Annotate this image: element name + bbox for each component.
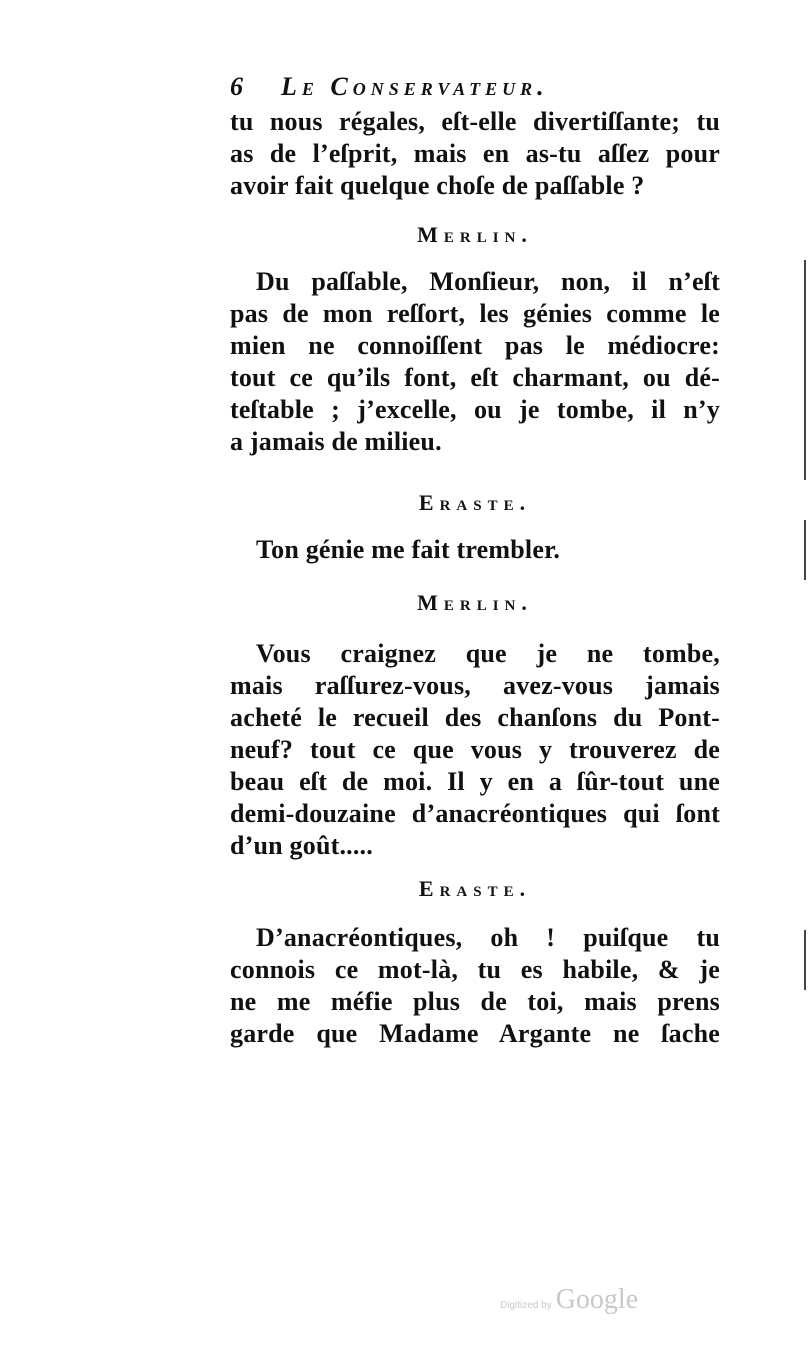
text-line: neuf? tout ce que vous y trouverez de [230, 735, 720, 764]
speaker-name: Merlin. [417, 590, 533, 615]
text-line: teſtable ; j’excelle, ou je tombe, il n’y [230, 395, 720, 424]
speaker-name: Eraste. [418, 490, 532, 515]
text-line: a jamais de milieu. [230, 427, 442, 456]
watermark-prefix: Digitized by [500, 1300, 552, 1311]
text-line: D’anacréontiques, oh ! puiſque tu [256, 923, 720, 952]
page-edge-shadow [804, 260, 806, 480]
text-line: demi-douzaine d’anacréontiques qui ſont [230, 799, 720, 828]
page-edge-shadow [804, 930, 806, 990]
watermark-brand: Google [555, 1284, 639, 1315]
speaker-name: Merlin. [417, 222, 533, 247]
digitized-watermark [500, 1284, 638, 1316]
text-line: avoir fait quelque choſe de paſſable ? [230, 171, 645, 200]
text-line: garde que Madame Argante ne ſache [230, 1019, 720, 1048]
running-title: Le Conservateur. [281, 72, 549, 101]
running-header [230, 72, 549, 102]
text-line: mien ne connoiſſent pas le médiocre: [230, 331, 720, 360]
text-line: ne me méfie plus de toi, mais prens [230, 987, 720, 1016]
text-line: connois ce mot-là, tu es habile, & je [230, 955, 720, 984]
text-line: tout ce qu’ils font, eſt charmant, ou dé- [230, 363, 720, 392]
speaker-name: Eraste. [418, 876, 532, 901]
page-edge-shadow [804, 520, 806, 580]
page-number: 6 [230, 72, 243, 101]
text-line: acheté le recueil des chanſons du Pont- [230, 703, 720, 732]
text-line: mais raſſurez-vous, avez-vous jamais [230, 671, 720, 700]
text-line: tu nous régales, eſt-elle divertiſſante; tu [230, 107, 720, 136]
text-line: as de l’eſprit, mais en as-tu aſſez pour [230, 139, 720, 168]
text-line: Du paſſable, Monſieur, non, il n’eſt [256, 267, 720, 296]
text-line: Ton génie me fait trembler. [256, 535, 561, 564]
text-line: Vous craignez que je ne tombe, [256, 639, 720, 668]
text-line: d’un goût..... [230, 831, 373, 860]
text-line: pas de mon reſſort, les génies comme le [230, 299, 720, 328]
text-line: beau eſt de moi. Il y en a ſûr-tout une [230, 767, 720, 796]
